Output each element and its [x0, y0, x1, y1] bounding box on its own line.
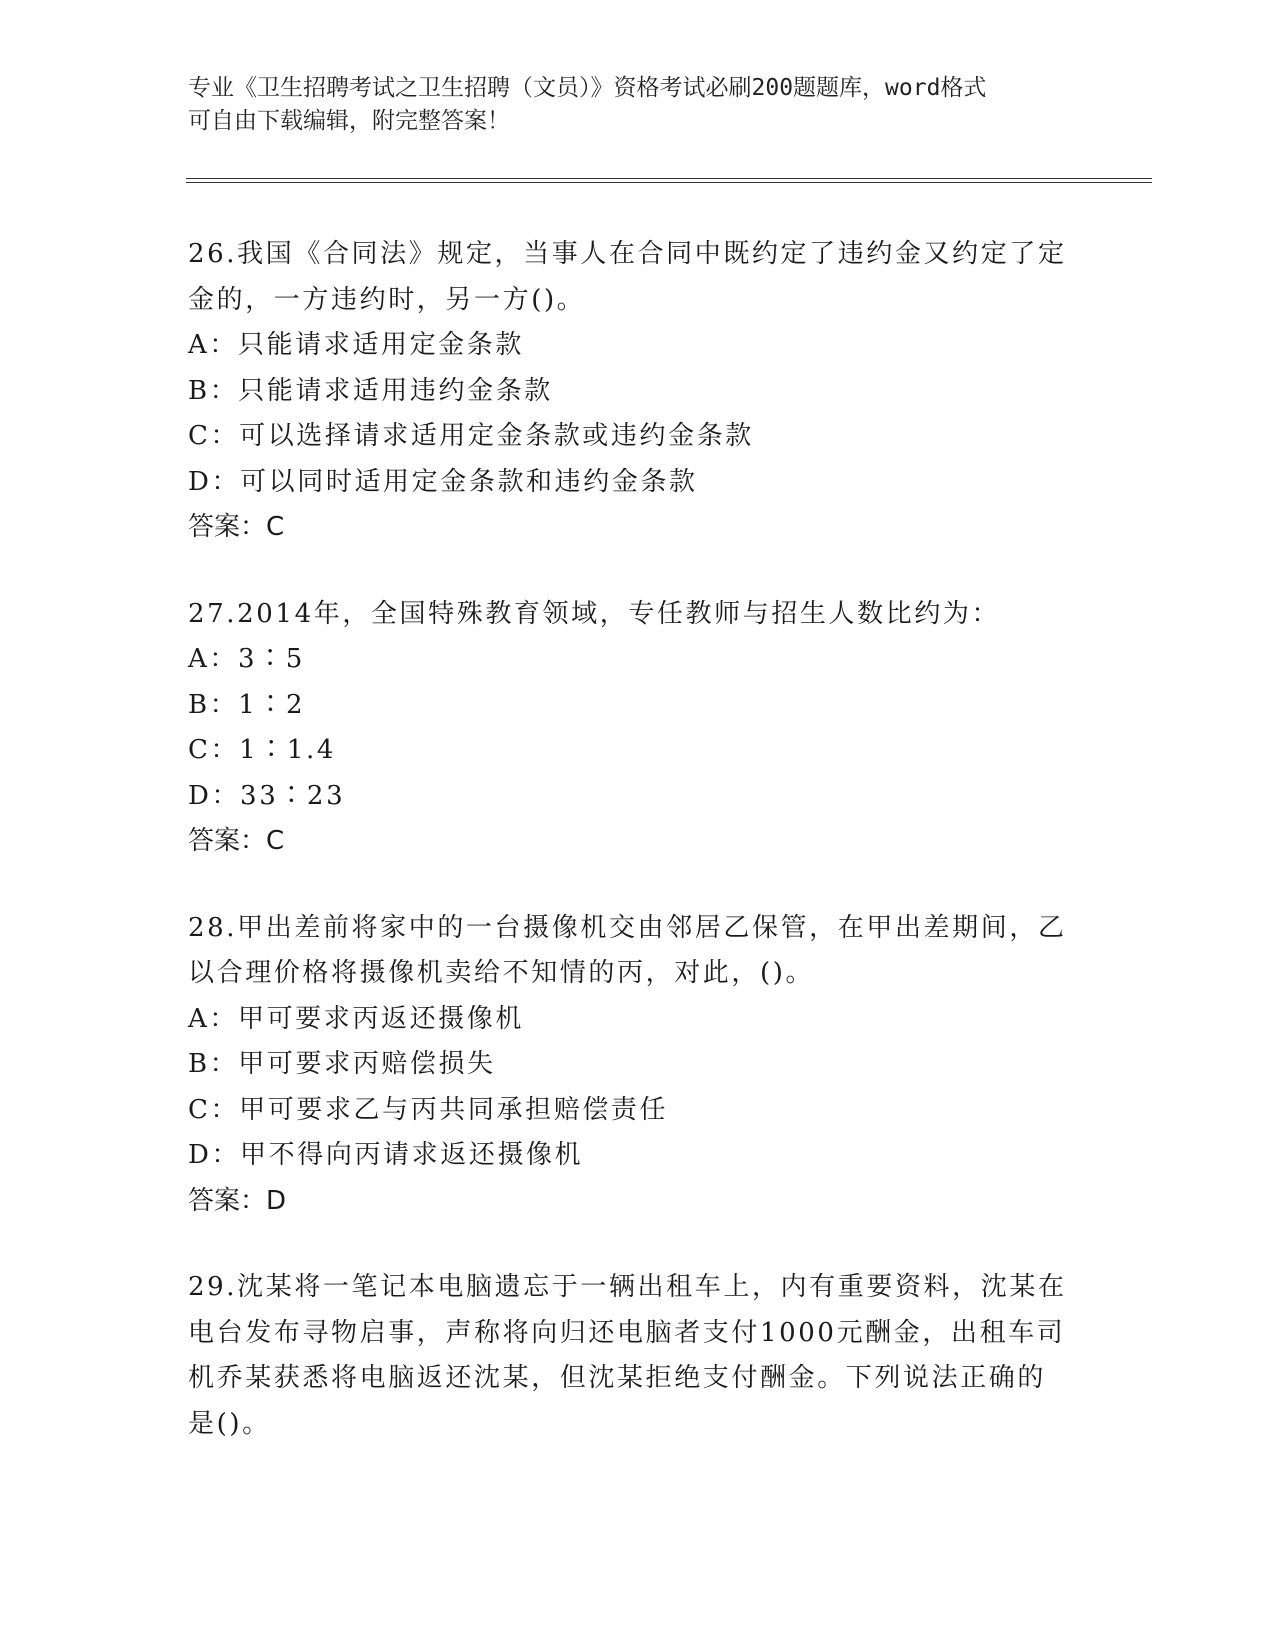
option-d: D：甲不得向丙请求返还摄像机 — [188, 1140, 584, 1170]
answer-text: 答案：C — [188, 512, 285, 542]
document-header — [188, 72, 1088, 138]
option-b: B：甲可要求丙赔偿损失 — [188, 1049, 496, 1079]
option-c: C：甲可要求乙与丙共同承担赔偿责任 — [188, 1094, 669, 1125]
question-stem: 29.沈某将一笔记本电脑遗忘于一辆出租车上，内有重要资料，沈某在 — [188, 1272, 1067, 1302]
option-b: B：只能请求适用违约金条款 — [188, 375, 553, 406]
question-stem: 26.我国《合同法》规定，当事人在合同中既约定了违约金又约定了定 — [188, 239, 1067, 269]
question-stem: 是()。 — [188, 1408, 271, 1439]
option-a: A：3∶5 — [188, 644, 305, 674]
question-list — [188, 232, 1088, 1447]
question-stem: 27.2014年，全国特殊教育领域，专任教师与招生人数比约为： — [188, 598, 1001, 629]
question-stem: 以合理价格将摄像机卖给不知情的丙，对此，()。 — [188, 958, 815, 988]
option-d: D：33∶23 — [188, 780, 346, 811]
question-stem: 机乔某获悉将电脑返还沈某，但沈某拒绝支付酬金。下列说法正确的 — [188, 1363, 1047, 1393]
question-stem: 28.甲出差前将家中的一台摄像机交由邻居乙保管，在甲出差期间，乙 — [188, 912, 1067, 943]
option-a: A：只能请求适用定金条款 — [188, 330, 524, 360]
question-stem: 金的，一方违约时，另一方()。 — [188, 284, 586, 315]
option-c: C：1∶1.4 — [188, 735, 336, 765]
option-b: B：1∶2 — [188, 689, 306, 720]
answer-text: 答案：D — [188, 1185, 287, 1216]
question-27 — [188, 592, 1088, 865]
question-stem: 电台发布寻物启事，声称将向归还电脑者支付1000元酬金，出租车司 — [188, 1317, 1066, 1348]
question-28 — [188, 906, 1088, 1225]
option-c: C：可以选择请求适用定金条款或违约金条款 — [188, 421, 754, 451]
question-29 — [188, 1265, 1088, 1447]
header-divider — [186, 178, 1152, 183]
question-26 — [188, 232, 1088, 551]
option-d: D：可以同时适用定金条款和违约金条款 — [188, 466, 698, 497]
answer-text: 答案：C — [188, 826, 285, 856]
header-line: 专业《卫生招聘考试之卫生招聘（文员）》资格考试必刷200题题库，word格式 — [188, 75, 987, 101]
option-a: A：甲可要求丙返还摄像机 — [188, 1003, 524, 1034]
header-line: 可自由下载编辑，附完整答案！ — [188, 108, 510, 134]
